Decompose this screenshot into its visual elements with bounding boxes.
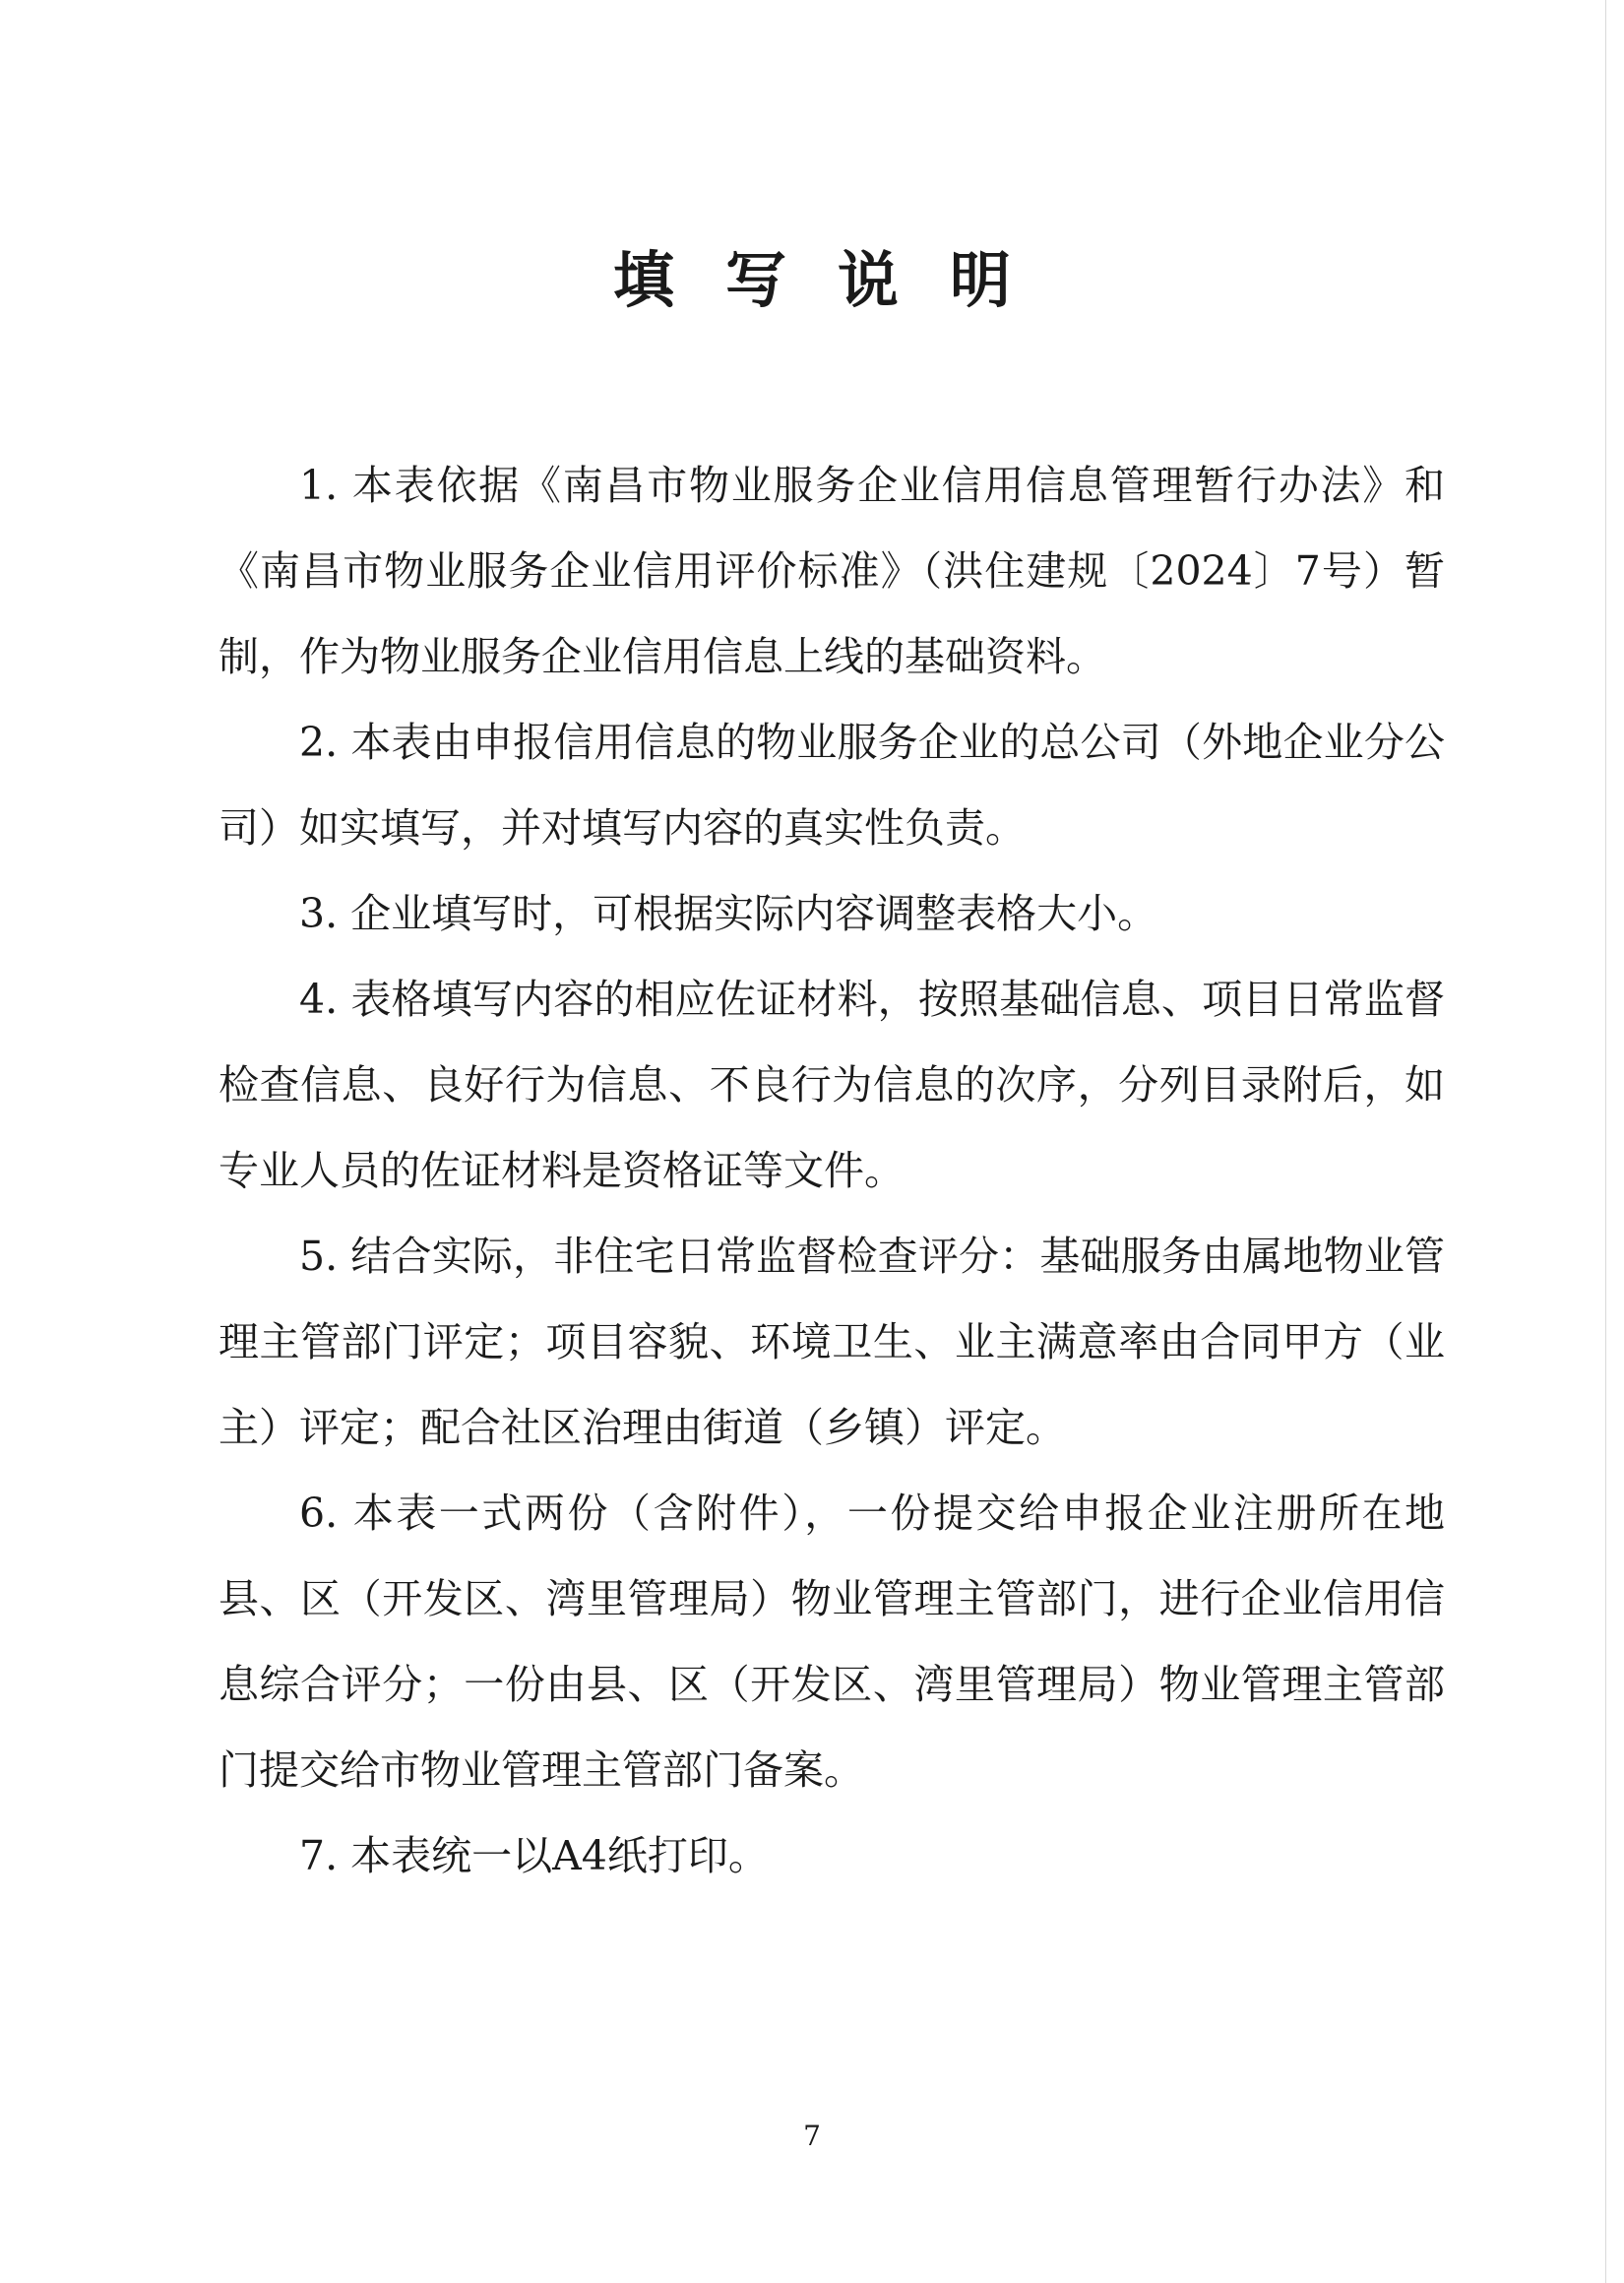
instruction-paragraph-5: 5. 结合实际，非住宅日常监督检查评分：基础服务由属地物业管理主管部门评定；项目容貌、环境卫生、业主满意率由合同甲方（业主）评定；配合社区治理由街道（乡镇）评定。 — [219, 1233, 1445, 1451]
instruction-paragraph-1: 1. 本表依据《南昌市物业服务企业信用信息管理暂行办法》和《南昌市物业服务企业信用评价标准》（洪住建规〔2024〕7号）暂制，作为物业服务企业信用信息上线的基础资料。 — [219, 462, 1445, 680]
page-title: 填写说明 — [612, 244, 1062, 316]
page-number: 7 — [803, 2120, 821, 2152]
instructions-body — [219, 443, 1445, 1899]
instruction-paragraph-3: 3. 企业填写时，可根据实际内容调整表格大小。 — [299, 890, 1158, 937]
instruction-paragraph-4: 4. 表格填写内容的相应佐证材料，按照基础信息、项目日常监督检查信息、良好行为信息、不良行为信息的次序，分列目录附后，如专业人员的佐证材料是资格证等文件。 — [219, 976, 1445, 1194]
instruction-paragraph-6: 6. 本表一式两份（含附件），一份提交给申报企业注册所在地县、区（开发区、湾里管理局）物业管理主管部门，进行企业信用信息综合评分；一份由县、区（开发区、湾里管理局）物业管理主管部门提交给市物业管理主管部门备案。 — [219, 1490, 1445, 1794]
instruction-paragraph-2: 2. 本表由申报信用信息的物业服务企业的总公司（外地企业分公司）如实填写，并对填写内容的真实性负责。 — [219, 719, 1445, 852]
instruction-paragraph-7: 7. 本表统一以A4纸打印。 — [299, 1832, 769, 1879]
page-edge-line — [1605, 0, 1606, 2283]
